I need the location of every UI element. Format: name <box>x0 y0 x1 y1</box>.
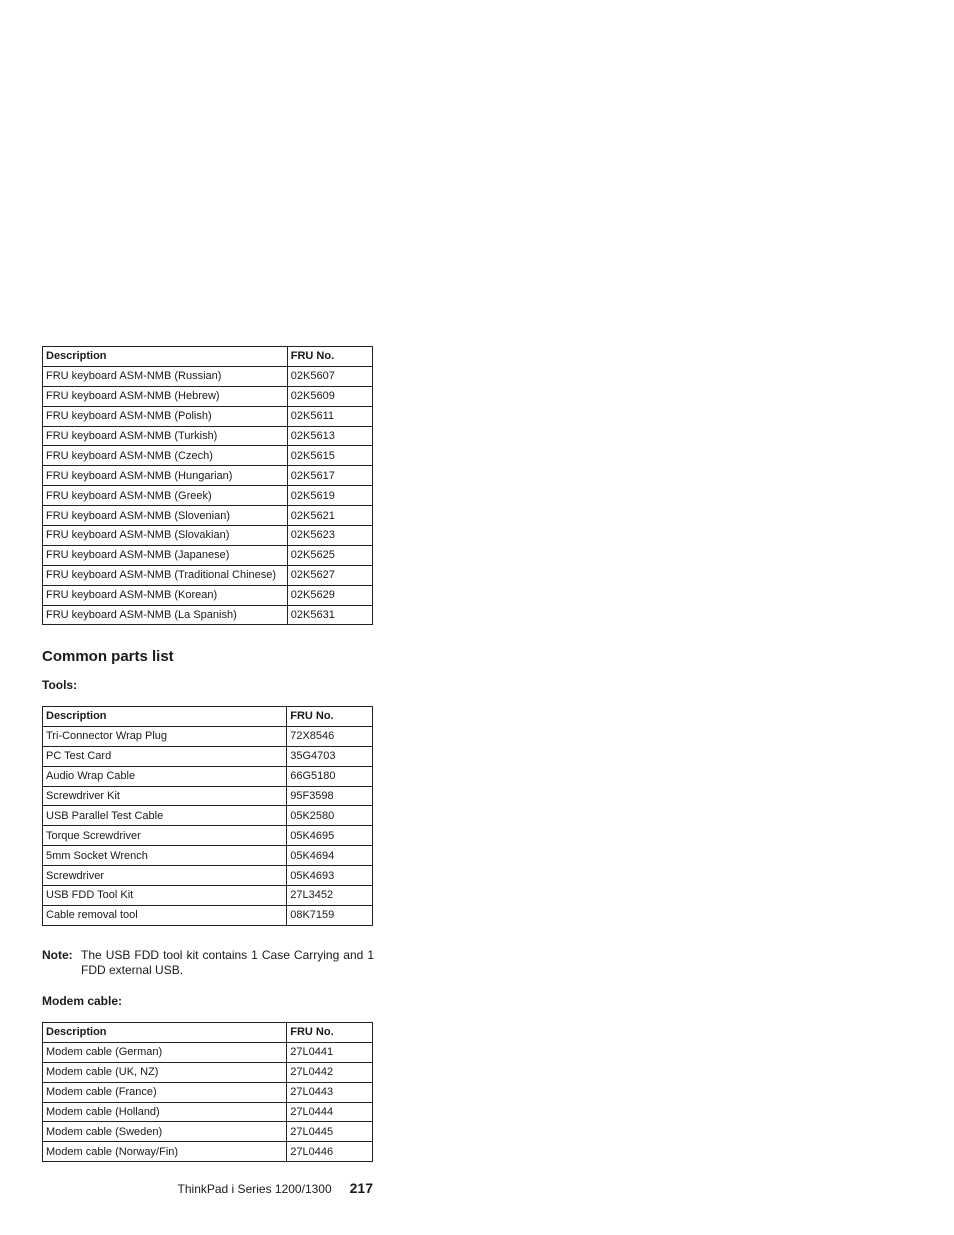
table-row <box>43 826 373 846</box>
description-cell: Modem cable (Sweden) <box>43 1122 287 1142</box>
description-cell: FRU keyboard ASM-NMB (La Spanish) <box>43 605 288 625</box>
fru-no-cell: 66G5180 <box>287 766 373 786</box>
page-footer <box>178 1180 373 1196</box>
page-number: 217 <box>349 1180 373 1196</box>
table-row <box>43 486 373 506</box>
table-row <box>43 1122 373 1142</box>
table-row <box>43 726 373 746</box>
table-row <box>43 506 373 526</box>
table-row <box>43 766 373 786</box>
description-cell: Audio Wrap Cable <box>43 766 287 786</box>
fru-no-cell: 08K7159 <box>287 905 373 925</box>
table-row <box>43 746 373 766</box>
tools-fru-table <box>42 706 373 926</box>
description-cell: Tri-Connector Wrap Plug <box>43 726 287 746</box>
table-row <box>43 846 373 866</box>
table-row <box>43 786 373 806</box>
table-row <box>43 526 373 546</box>
tools-subheading: Tools: <box>42 678 78 692</box>
note <box>42 948 374 978</box>
fru-no-cell: 05K2580 <box>287 806 373 826</box>
table-row <box>43 605 373 625</box>
description-header: Description <box>43 347 288 367</box>
description-cell: Screwdriver <box>43 866 287 886</box>
fru-no-cell: 02K5607 <box>287 366 372 386</box>
table-row <box>43 866 373 886</box>
description-cell: FRU keyboard ASM-NMB (Traditional Chinese) <box>43 565 288 585</box>
modem-table-body <box>43 1042 373 1161</box>
table-row <box>43 886 373 906</box>
description-header: Description <box>43 707 287 727</box>
fru-no-cell: 02K5629 <box>287 585 372 605</box>
table-row <box>43 1062 373 1082</box>
table-row <box>43 1102 373 1122</box>
fru-no-cell: 95F3598 <box>287 786 373 806</box>
table-row <box>43 406 373 426</box>
keyboard-fru-table <box>42 346 373 625</box>
fru-no-header: FRU No. <box>287 1023 373 1043</box>
fru-no-header: FRU No. <box>287 347 372 367</box>
fru-no-cell: 27L0442 <box>287 1062 373 1082</box>
description-cell: PC Test Card <box>43 746 287 766</box>
description-cell: Screwdriver Kit <box>43 786 287 806</box>
fru-no-cell: 02K5631 <box>287 605 372 625</box>
fru-no-cell: 02K5613 <box>287 426 372 446</box>
table-row <box>43 466 373 486</box>
fru-no-cell: 02K5627 <box>287 565 372 585</box>
description-cell: FRU keyboard ASM-NMB (Russian) <box>43 366 288 386</box>
fru-no-cell: 05K4693 <box>287 866 373 886</box>
description-cell: FRU keyboard ASM-NMB (Polish) <box>43 406 288 426</box>
table-row <box>43 545 373 565</box>
description-cell: Modem cable (German) <box>43 1042 287 1062</box>
table-row <box>43 386 373 406</box>
fru-no-cell: 02K5619 <box>287 486 372 506</box>
table-row <box>43 1042 373 1062</box>
note-label: Note: <box>42 948 73 962</box>
fru-no-cell: 27L0446 <box>287 1142 373 1162</box>
description-cell: Modem cable (Norway/Fin) <box>43 1142 287 1162</box>
fru-no-cell: 27L0441 <box>287 1042 373 1062</box>
keyboard-table-body <box>43 366 373 625</box>
description-cell: USB Parallel Test Cable <box>43 806 287 826</box>
description-cell: FRU keyboard ASM-NMB (Czech) <box>43 446 288 466</box>
description-cell: FRU keyboard ASM-NMB (Greek) <box>43 486 288 506</box>
modem-cable-subheading: Modem cable: <box>42 994 123 1008</box>
fru-no-cell: 02K5621 <box>287 506 372 526</box>
description-cell: Modem cable (Holland) <box>43 1102 287 1122</box>
table-row <box>43 905 373 925</box>
description-cell: 5mm Socket Wrench <box>43 846 287 866</box>
table-header-row <box>43 347 373 367</box>
modem-cable-fru-table <box>42 1022 373 1162</box>
fru-no-cell: 02K5609 <box>287 386 372 406</box>
fru-no-cell: 05K4694 <box>287 846 373 866</box>
table-row <box>43 446 373 466</box>
description-cell: FRU keyboard ASM-NMB (Slovakian) <box>43 526 288 546</box>
fru-no-cell: 27L3452 <box>287 886 373 906</box>
fru-no-cell: 02K5623 <box>287 526 372 546</box>
fru-no-cell: 27L0445 <box>287 1122 373 1142</box>
fru-no-cell: 27L0444 <box>287 1102 373 1122</box>
fru-no-cell: 27L0443 <box>287 1082 373 1102</box>
table-row <box>43 806 373 826</box>
table-row <box>43 585 373 605</box>
description-cell: FRU keyboard ASM-NMB (Slovenian) <box>43 506 288 526</box>
table-row <box>43 426 373 446</box>
description-cell: FRU keyboard ASM-NMB (Hebrew) <box>43 386 288 406</box>
fru-no-header: FRU No. <box>287 707 373 727</box>
description-cell: Cable removal tool <box>43 905 287 925</box>
fru-no-cell: 05K4695 <box>287 826 373 846</box>
description-cell: FRU keyboard ASM-NMB (Korean) <box>43 585 288 605</box>
description-cell: FRU keyboard ASM-NMB (Turkish) <box>43 426 288 446</box>
description-cell: Torque Screwdriver <box>43 826 287 846</box>
table-header-row <box>43 707 373 727</box>
fru-no-cell: 72X8546 <box>287 726 373 746</box>
table-row <box>43 1142 373 1162</box>
fru-no-cell: 35G4703 <box>287 746 373 766</box>
fru-no-cell: 02K5625 <box>287 545 372 565</box>
description-cell: FRU keyboard ASM-NMB (Japanese) <box>43 545 288 565</box>
table-header-row <box>43 1023 373 1043</box>
tools-table-body <box>43 726 373 925</box>
fru-no-cell: 02K5615 <box>287 446 372 466</box>
description-cell: FRU keyboard ASM-NMB (Hungarian) <box>43 466 288 486</box>
fru-no-cell: 02K5611 <box>287 406 372 426</box>
table-row <box>43 1082 373 1102</box>
footer-title: ThinkPad i Series 1200/1300 <box>177 1182 332 1196</box>
fru-no-cell: 02K5617 <box>287 466 372 486</box>
description-cell: USB FDD Tool Kit <box>43 886 287 906</box>
table-row <box>43 565 373 585</box>
description-cell: Modem cable (UK, NZ) <box>43 1062 287 1082</box>
description-cell: Modem cable (France) <box>43 1082 287 1102</box>
table-row <box>43 366 373 386</box>
section-title: Common parts list <box>42 648 174 665</box>
description-header: Description <box>43 1023 287 1043</box>
note-text: The USB FDD tool kit contains 1 Case Carrying and 1 FDD external USB. <box>81 948 374 977</box>
